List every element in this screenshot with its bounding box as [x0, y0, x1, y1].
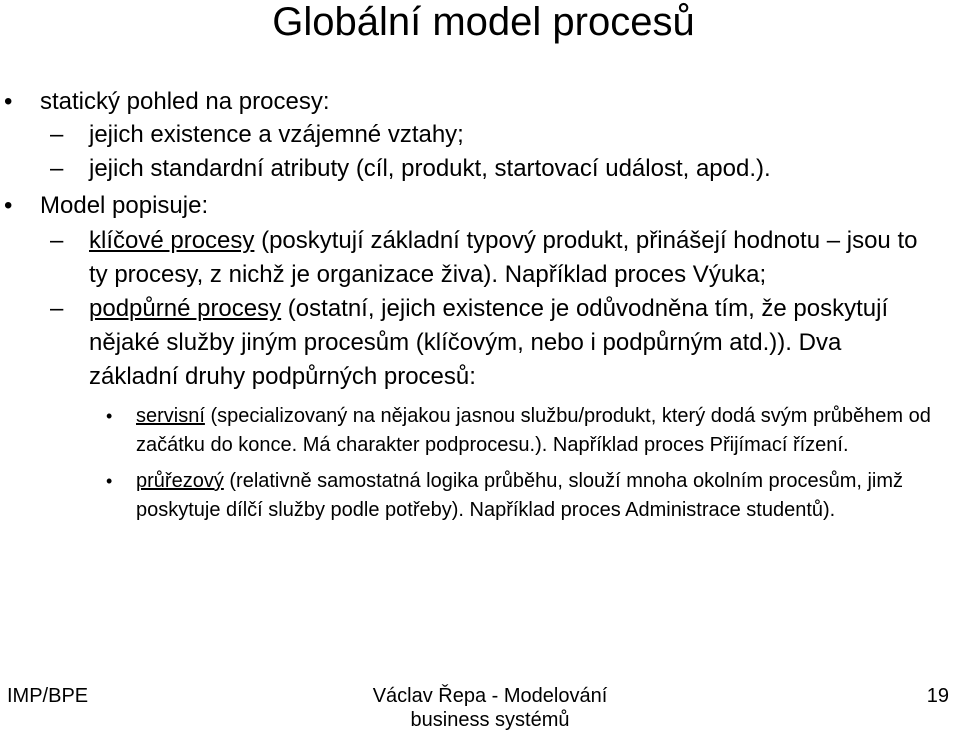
dash-item-text: jejich existence a vzájemné vztahy;: [89, 121, 464, 148]
service-term: servisní: [136, 405, 205, 427]
slide-footer: [0, 680, 959, 734]
subitem-crosscutting: [0, 467, 959, 524]
bullet-text: statický pohled na procesy:: [40, 88, 330, 115]
footer-course-code: IMP/BPE: [7, 685, 89, 707]
bullet-dot-icon: •: [4, 192, 13, 219]
support-processes-text: (ostatní, jejich existence je odůvodněna tím, že poskytují nějaké služby jiným procesům (klíčovým, nebo i podpůrným atd.)). Dva základní druhy podpůrných procesů:: [89, 295, 889, 390]
dash-icon: –: [50, 155, 64, 182]
crosscutting-text: (relativně samostatná logika průběhu, slouží mnoha okolním procesům, jimž poskytuje dílčí služby podle potřeby). Například proces Administrace studentů).: [136, 470, 904, 521]
bullet-model-describes: [0, 190, 959, 222]
dash-item-support-processes: [0, 292, 959, 394]
bullet-text: Model popisuje:: [40, 192, 209, 219]
dash-item: [0, 118, 959, 152]
bullet-dot-icon: •: [4, 88, 13, 115]
dash-item-core-processes: [0, 224, 959, 292]
footer-author: [300, 684, 680, 732]
service-text: (specializovaný na nějakou jasnou službu/produkt, který dodá svým průběhem od začátku do konce. Má charakter podprocesu.). Například proces Přijímací řízení.: [136, 405, 931, 456]
subitem-service: [0, 402, 959, 459]
dash-icon: –: [50, 227, 64, 254]
footer-author-line2: business systémů: [410, 709, 570, 731]
dash-icon: –: [50, 121, 64, 148]
bullet-static-view: [0, 86, 959, 118]
dash-icon: –: [50, 295, 64, 322]
slide-content: [0, 84, 959, 524]
footer-author-line1: Václav Řepa - Modelování: [372, 685, 608, 707]
support-processes-term: podpůrné procesy: [89, 295, 282, 322]
page-number: 19: [926, 685, 949, 707]
bullet-dot-icon: •: [106, 406, 113, 426]
dash-item-text: jejich standardní atributy (cíl, produkt, startovací událost, apod.).: [89, 155, 771, 182]
crosscutting-term: průřezový: [136, 470, 224, 492]
slide-title: [0, 0, 959, 44]
core-processes-term: klíčové procesy: [89, 227, 255, 254]
dash-item: [0, 152, 959, 186]
slide-title-text: Globální model procesů: [272, 0, 695, 44]
bullet-dot-icon: •: [106, 471, 113, 491]
core-processes-text: (poskytují základní typový produkt, přinášejí hodnotu – jsou to ty procesy, z nichž je organizace živa). Například proces Výuka;: [89, 227, 918, 288]
